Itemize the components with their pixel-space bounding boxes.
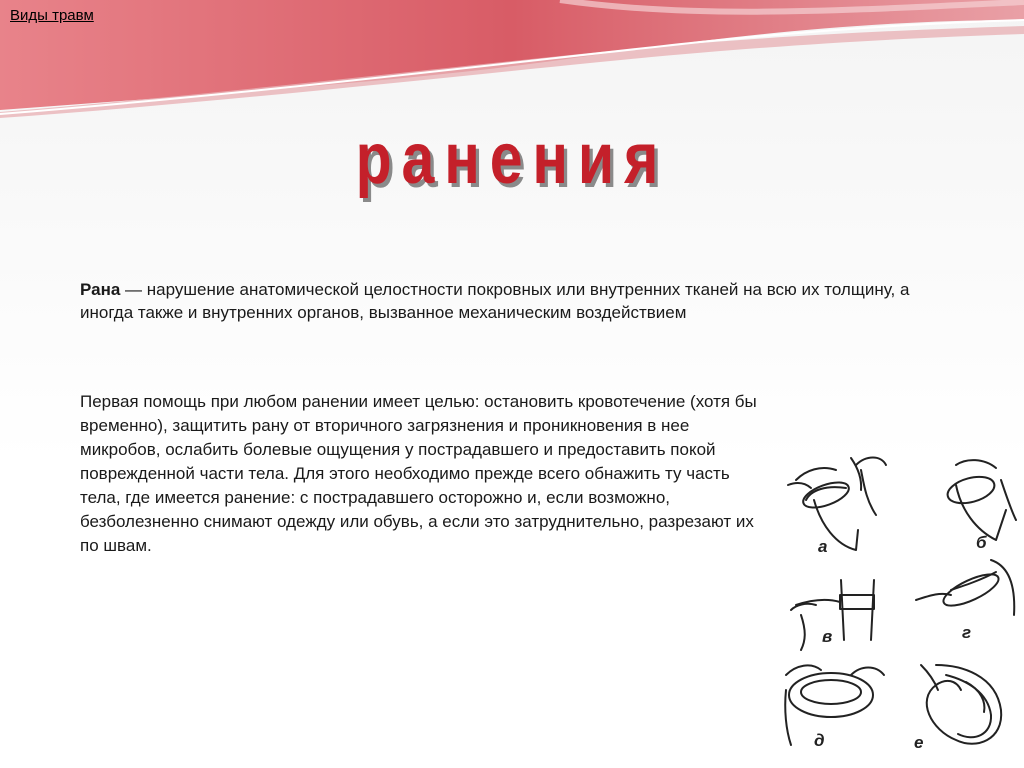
illustration-label-d: д [814, 731, 825, 750]
illustration-v [791, 580, 874, 650]
definition-text: — нарушение анатомической целостности покровных или внутренних тканей на всю их толщину, а иногда также и внутренних органов, вызванное механическим воздействием [80, 280, 910, 322]
illustration-label-g: г [962, 623, 972, 642]
illustration-e [921, 665, 1001, 744]
illustration-b [945, 460, 1016, 540]
slide-title: ранения [355, 119, 669, 199]
illustration-label-b: б [976, 533, 987, 552]
back-link-injury-types[interactable]: Виды травм [10, 7, 94, 24]
first-aid-paragraph: Первая помощь при любом ранении имеет целью: остановить кровотечение (хотя бы временно), защитить рану от вторичного загрязнения и проникновения в нее микробов, ослабить болевые ощущения у пострадавшего и предоставить покой поврежденной части тела. Для этого необходимо прежде всего обнажить ту часть тела, где имеется ранение: с пострадавшего осторожно и, если возможно, безболезненно снимают одежду или обувь, а если это затруднительно, разрезают их по швам. [80, 392, 757, 555]
wound-definition [80, 278, 940, 324]
illustration-label-v: в [822, 627, 833, 646]
definition-term: Рана [80, 280, 121, 299]
illustration-d [785, 665, 884, 745]
illustration-a [788, 458, 886, 551]
illustration-g [916, 560, 1014, 615]
illustration-label-a: а [818, 537, 828, 556]
bandage-illustrations [766, 440, 1024, 768]
header-wave-decoration [0, 0, 1024, 130]
illustration-label-e: е [914, 733, 924, 752]
